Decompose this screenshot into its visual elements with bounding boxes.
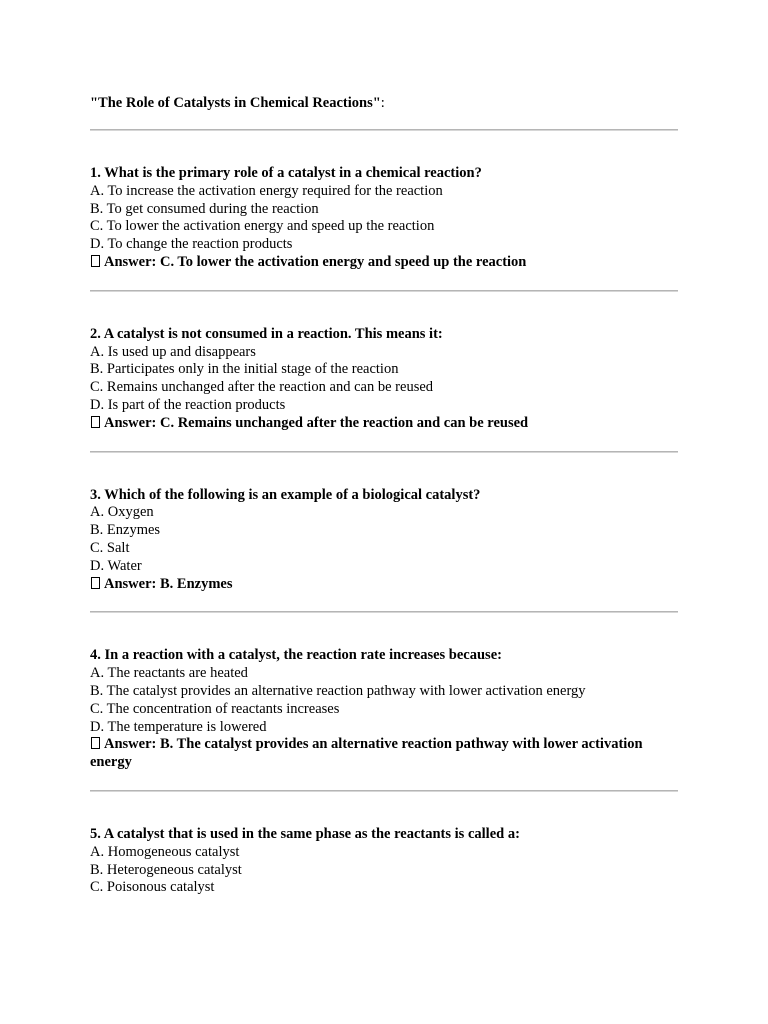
document-title	[90, 94, 678, 112]
option-d: D. Is part of the reaction products	[90, 396, 286, 413]
title-colon: :	[380, 95, 385, 111]
option-b: B. To get consumed during the reaction	[90, 200, 319, 217]
question-5	[90, 826, 678, 897]
document-page	[90, 94, 678, 897]
answer-text: Answer: C. To lower the activation energy and speed up the reaction	[104, 253, 527, 270]
question-4	[90, 647, 678, 772]
divider	[90, 611, 678, 613]
divider	[90, 129, 678, 131]
option-b: B. The catalyst provides an alternative reaction pathway with lower activation energy	[90, 682, 586, 699]
question-text: 5. A catalyst that is used in the same phase as the reactants is called a:	[90, 825, 520, 842]
answer-text: Answer: B. Enzymes	[104, 575, 233, 592]
answer-line	[90, 254, 678, 272]
option-d: D. The temperature is lowered	[90, 718, 267, 735]
divider	[90, 790, 678, 792]
option-a: A. To increase the activation energy required for the reaction	[90, 182, 443, 199]
option-b: B. Participates only in the initial stage of the reaction	[90, 361, 399, 378]
divider	[90, 451, 678, 453]
option-c: C. To lower the activation energy and speed up the reaction	[90, 218, 435, 235]
checkbox-icon	[91, 577, 100, 589]
checkbox-icon	[91, 737, 100, 749]
option-a: A. The reactants are heated	[90, 665, 248, 682]
option-c: C. Salt	[90, 539, 130, 556]
option-d: D. Water	[90, 557, 142, 574]
option-c: C. Poisonous catalyst	[90, 879, 215, 896]
question-2	[90, 326, 678, 433]
option-b: B. Enzymes	[90, 522, 161, 539]
checkbox-icon	[91, 416, 100, 428]
option-d: D. To change the reaction products	[90, 236, 293, 253]
answer-line	[90, 415, 678, 433]
option-c: C. Remains unchanged after the reaction and can be reused	[90, 379, 434, 396]
option-a: A. Oxygen	[90, 504, 154, 521]
question-text: 2. A catalyst is not consumed in a reaction. This means it:	[90, 325, 443, 342]
question-text: 3. Which of the following is an example of a biological catalyst?	[90, 486, 481, 503]
checkbox-icon	[91, 255, 100, 267]
question-1	[90, 165, 678, 272]
option-a: A. Is used up and disappears	[90, 343, 256, 360]
answer-line	[90, 736, 678, 772]
option-b: B. Heterogeneous catalyst	[90, 861, 242, 878]
title-text: "The Role of Catalysts in Chemical Reactions"	[90, 95, 381, 111]
answer-text: Answer: B. The catalyst provides an alternative reaction pathway with lower activation energy	[90, 736, 643, 771]
answer-text: Answer: C. Remains unchanged after the reaction and can be reused	[104, 414, 529, 431]
answer-line	[90, 576, 678, 594]
question-3	[90, 487, 678, 594]
divider	[90, 290, 678, 292]
question-text: 1. What is the primary role of a catalyst in a chemical reaction?	[90, 165, 482, 181]
option-a: A. Homogeneous catalyst	[90, 843, 240, 860]
question-text: 4. In a reaction with a catalyst, the reaction rate increases because:	[90, 647, 502, 664]
option-c: C. The concentration of reactants increases	[90, 700, 340, 717]
